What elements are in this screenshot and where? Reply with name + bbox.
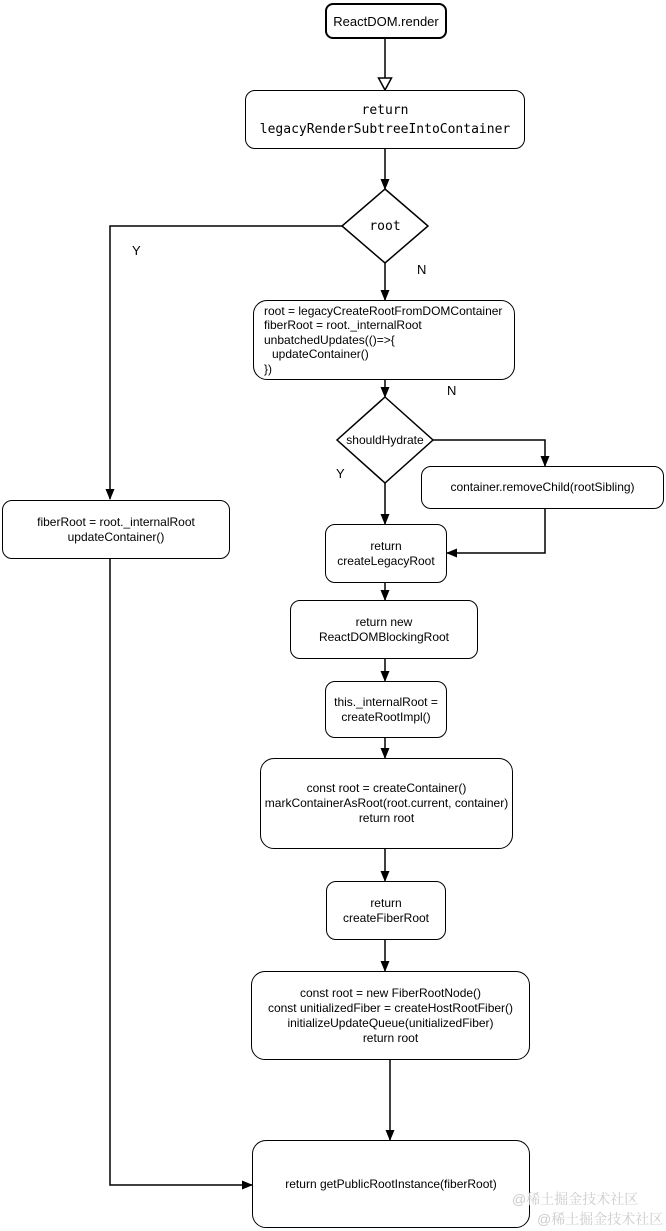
node-label: container.removeChild(rootSibling) <box>450 480 635 494</box>
node-create-container <box>260 758 513 849</box>
node-label: }) <box>264 361 273 376</box>
edge-hydrate-no <box>433 440 545 466</box>
node-legacy-render-subtree <box>245 90 525 149</box>
node-label: fiberRoot = root._internalRoot <box>264 318 422 333</box>
node-label: updateContainer() <box>272 347 369 362</box>
node-label: return <box>370 538 402 553</box>
hydrate-yes-label: Y <box>336 466 345 481</box>
node-create-legacy-root <box>325 524 447 583</box>
node-fiber-root-node <box>251 971 530 1060</box>
root-yes-label: Y <box>132 243 141 258</box>
node-internal-root-impl <box>325 681 447 738</box>
node-label: ReactDOM.render <box>333 13 439 29</box>
node-label: return root <box>362 1030 419 1045</box>
node-get-public-root <box>252 1140 530 1228</box>
node-label: const root = new FiberRootNode() <box>299 985 482 1000</box>
edge-fiberupdate-to-publicroot <box>110 559 252 1185</box>
node-label: return new <box>355 614 413 629</box>
node-label: legacyRenderSubtreeIntoContainer <box>259 121 511 137</box>
node-label: return root <box>358 811 415 825</box>
root-decision-label: root <box>369 219 401 234</box>
node-label: return getPublicRootInstance(fiberRoot) <box>285 1176 497 1191</box>
node-label: createRootImpl() <box>341 709 431 724</box>
hollow-arrowhead-icon <box>379 78 392 90</box>
edge-removechild-to-legacyroot <box>447 509 545 553</box>
watermark-text: @稀土掘金技术社区 <box>537 1211 664 1227</box>
node-label: initializeUpdateQueue(unitializedFiber) <box>287 1015 494 1030</box>
node-label: root = legacyCreateRootFromDOMContainer <box>264 303 503 318</box>
node-label: createFiberRoot <box>342 910 430 925</box>
node-remove-child <box>421 466 664 509</box>
node-label: updateContainer() <box>67 529 165 544</box>
should-hydrate-label: shouldHydrate <box>346 433 424 447</box>
node-label: markContainerAsRoot(root.current, container) <box>264 796 509 810</box>
node-legacy-create-root <box>253 300 515 380</box>
node-reactdom-render <box>325 3 447 39</box>
node-label: fiberRoot = root._internalRoot <box>37 514 195 529</box>
node-label: const root = createContainer() <box>306 781 467 795</box>
node-create-fiber-root <box>326 881 446 940</box>
node-label: ReactDOMBlockingRoot <box>318 629 450 644</box>
node-blocking-root <box>290 600 478 659</box>
node-label: unbatchedUpdates(()=>{ <box>264 332 395 347</box>
node-label: return <box>370 895 402 910</box>
root-no-label: N <box>417 262 427 277</box>
node-label: createLegacyRoot <box>337 553 435 568</box>
node-label: this._internalRoot = <box>334 694 438 709</box>
node-label: const unitializedFiber = createHostRootFiber() <box>267 1000 514 1015</box>
node-fiber-root-update <box>2 500 230 559</box>
watermark-text: @稀土掘金技术社区 <box>512 1191 639 1207</box>
hydrate-no-label: N <box>447 383 457 398</box>
node-label: return <box>361 102 409 118</box>
